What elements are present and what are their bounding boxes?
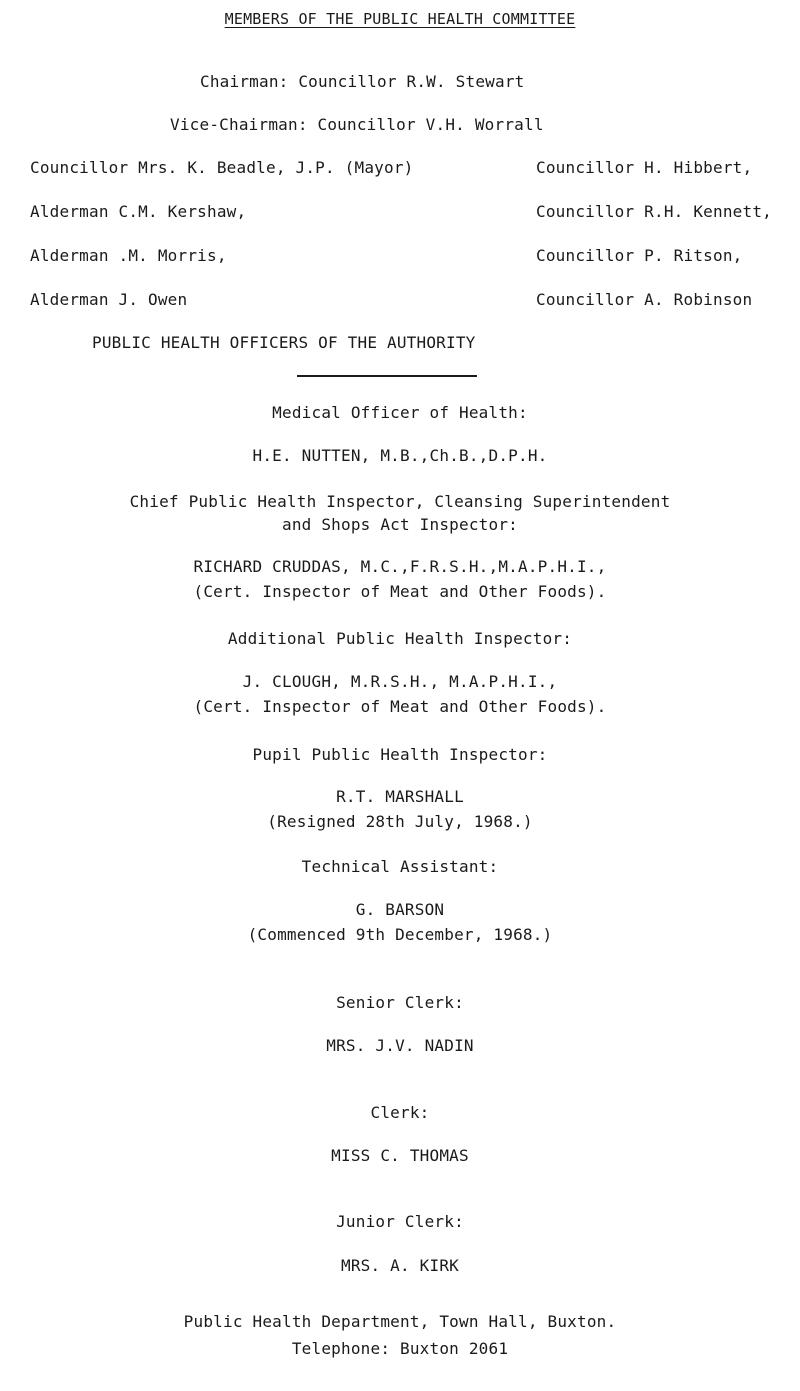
member-left-2: Alderman C.M. Kershaw, xyxy=(30,202,247,221)
moh-name: H.E. NUTTEN, M.B.,Ch.B.,D.P.H. xyxy=(252,446,548,465)
member-left-4: Alderman J. Owen xyxy=(30,290,188,309)
telephone: Telephone: Buxton 2061 xyxy=(291,1339,509,1358)
clerk-title: Clerk: xyxy=(370,1103,430,1122)
cphi-title-line-1: Chief Public Health Inspector, Cleansing Superintendent xyxy=(129,492,671,511)
technical-assistant-title: Technical Assistant: xyxy=(301,857,499,876)
cphi-cert: (Cert. Inspector of Meat and Other Foods). xyxy=(193,582,607,601)
junior-clerk-title: Junior Clerk: xyxy=(336,1212,464,1231)
aphi-name: J. CLOUGH, M.R.S.H., M.A.P.H.I., xyxy=(242,672,558,691)
chairman-line: Chairman: Councillor R.W. Stewart xyxy=(200,72,525,91)
aphi-title: Additional Public Health Inspector: xyxy=(227,629,573,648)
pupil-inspector-name: R.T. MARSHALL xyxy=(336,787,464,806)
junior-clerk-name: MRS. A. KIRK xyxy=(341,1256,459,1275)
cphi-title-line-2: and Shops Act Inspector: xyxy=(282,515,518,534)
technical-assistant-note: (Commenced 9th December, 1968.) xyxy=(247,925,553,944)
clerk-name: MISS C. THOMAS xyxy=(331,1146,469,1165)
vice-chairman-line: Vice-Chairman: Councillor V.H. Worrall xyxy=(170,115,544,134)
moh-title: Medical Officer of Health: xyxy=(272,403,528,422)
technical-assistant-name: G. BARSON xyxy=(355,900,445,919)
senior-clerk-name: MRS. J.V. NADIN xyxy=(326,1036,474,1055)
member-right-1: Councillor H. Hibbert, xyxy=(536,158,753,177)
member-left-3: Alderman .M. Morris, xyxy=(30,246,227,265)
member-right-3: Councillor P. Ritson, xyxy=(536,246,743,265)
pupil-inspector-note: (Resigned 28th July, 1968.) xyxy=(267,812,533,831)
section-divider xyxy=(297,375,477,377)
cphi-name: RICHARD CRUDDAS, M.C.,F.R.S.H.,M.A.P.H.I., xyxy=(193,557,607,576)
pupil-inspector-title: Pupil Public Health Inspector: xyxy=(252,745,548,764)
aphi-cert: (Cert. Inspector of Meat and Other Foods). xyxy=(193,697,607,716)
officers-heading: PUBLIC HEALTH OFFICERS OF THE AUTHORITY xyxy=(92,333,476,352)
member-left-1: Councillor Mrs. K. Beadle, J.P. (Mayor) xyxy=(30,158,414,177)
senior-clerk-title: Senior Clerk: xyxy=(336,993,464,1012)
member-right-4: Councillor A. Robinson xyxy=(536,290,753,309)
member-right-2: Councillor R.H. Kennett, xyxy=(536,202,772,221)
page-title: MEMBERS OF THE PUBLIC HEALTH COMMITTEE xyxy=(224,10,576,28)
department-address: Public Health Department, Town Hall, Buxton. xyxy=(183,1312,617,1331)
